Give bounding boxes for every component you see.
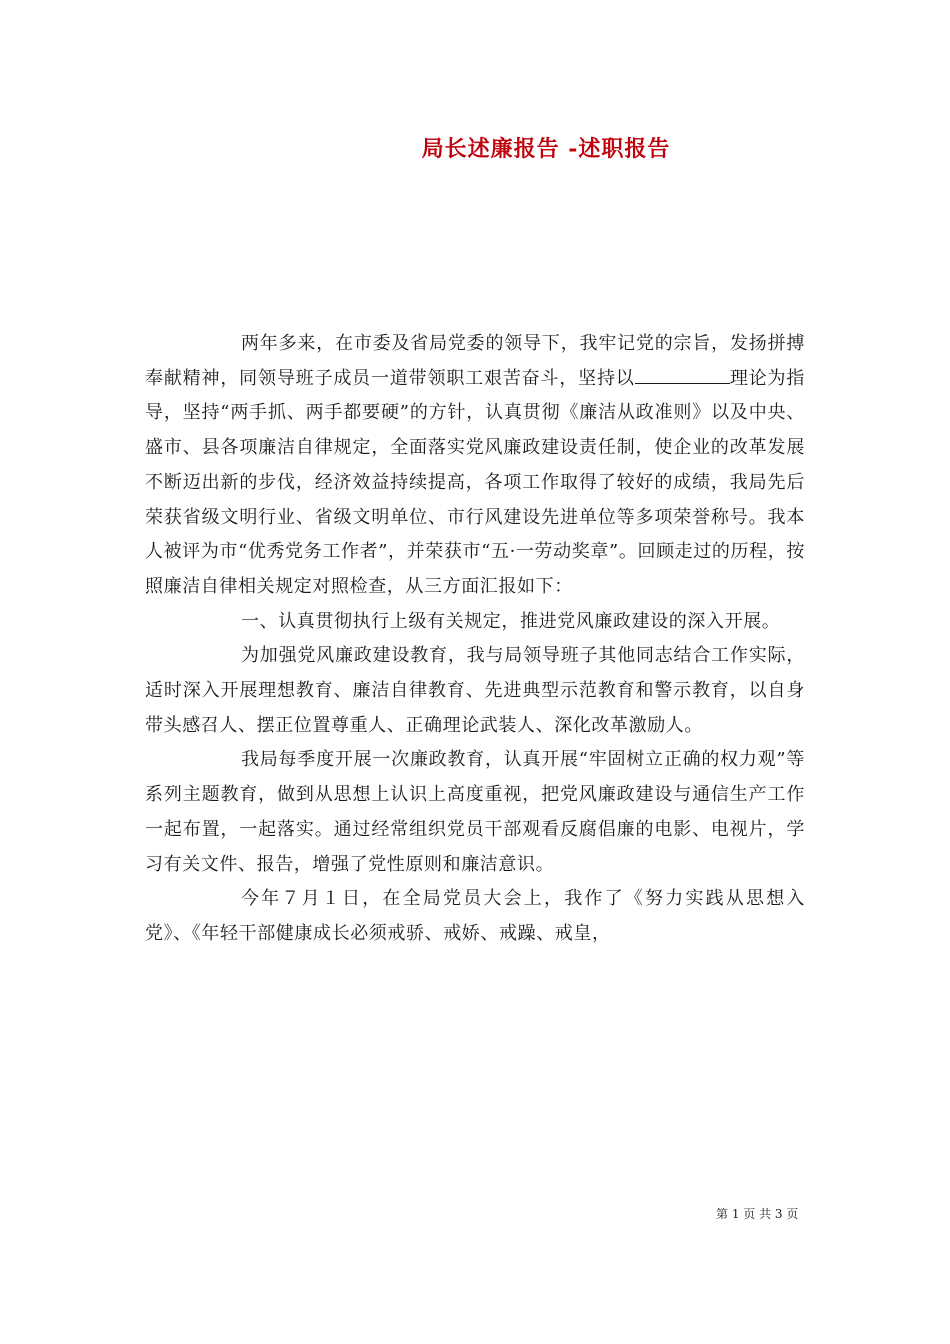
page-number: 第 1 页 共 3 页 bbox=[716, 1207, 799, 1221]
paragraph-1-text-b: 理论为指导，坚持“两手抓、两手都要硬”的方针，认真贯彻《廉洁从政准则》以及中央、盛市、县各项廉洁自律规定，全面落实党风廉政建设责任制，使企业的改革发展不断迈出新的步伐，经济效益持续提高，各项工作取得了较好的成绩，我局先后荣获省级文明行业、省级文明单位、市行风建设先进单位等多项荣誉称号。我本人被评为市“优秀党务工作者”，并荣获市“五·一劳动奖章”。回顾走过的历程，按照廉洁自律相关规定对照检查，从三方面汇报如下： bbox=[145, 367, 805, 597]
paragraph-4: 我局每季度开展一次廉政教育，认真开展“牢固树立正确的权力观”等系列主题教育，做到从思想上认识上高度重视，把党风廉政建设与通信生产工作一起布置，一起落实。通过经常组织党员干部观看反腐倡廉的电影、电视片，学习有关文件、报告，增强了党性原则和廉洁意识。 bbox=[145, 749, 805, 875]
document-body bbox=[145, 327, 805, 952]
document-title: 局长述廉报告 -述职报告 bbox=[421, 136, 671, 162]
paragraph-5: 今年７月１日，在全局党员大会上，我作了《努力实践从思想入党》、《年轻干部健康成长必须戒骄、戒娇、戒躁、戒皇， bbox=[145, 888, 805, 944]
blank-underline bbox=[635, 367, 730, 384]
paragraph-3: 为加强党风廉政建设教育，我与局领导班子其他同志结合工作实际，适时深入开展理想教育、廉洁自律教育、先进典型示范教育和警示教育，以自身带头感召人、摆正位置尊重人、正确理论武装人、深化改革激励人。 bbox=[145, 645, 805, 736]
paragraph-2: 一、认真贯彻执行上级有关规定，推进党风廉政建设的深入开展。 bbox=[241, 610, 781, 632]
paragraph-1 bbox=[145, 327, 805, 605]
paragraph-1-text-a: 两年多来，在市委及省局党委的领导下，我牢记党的宗旨，发扬拼搏奉献精神，同领导班子成员一道带领职工艰苦奋斗，坚持以 bbox=[145, 333, 805, 389]
